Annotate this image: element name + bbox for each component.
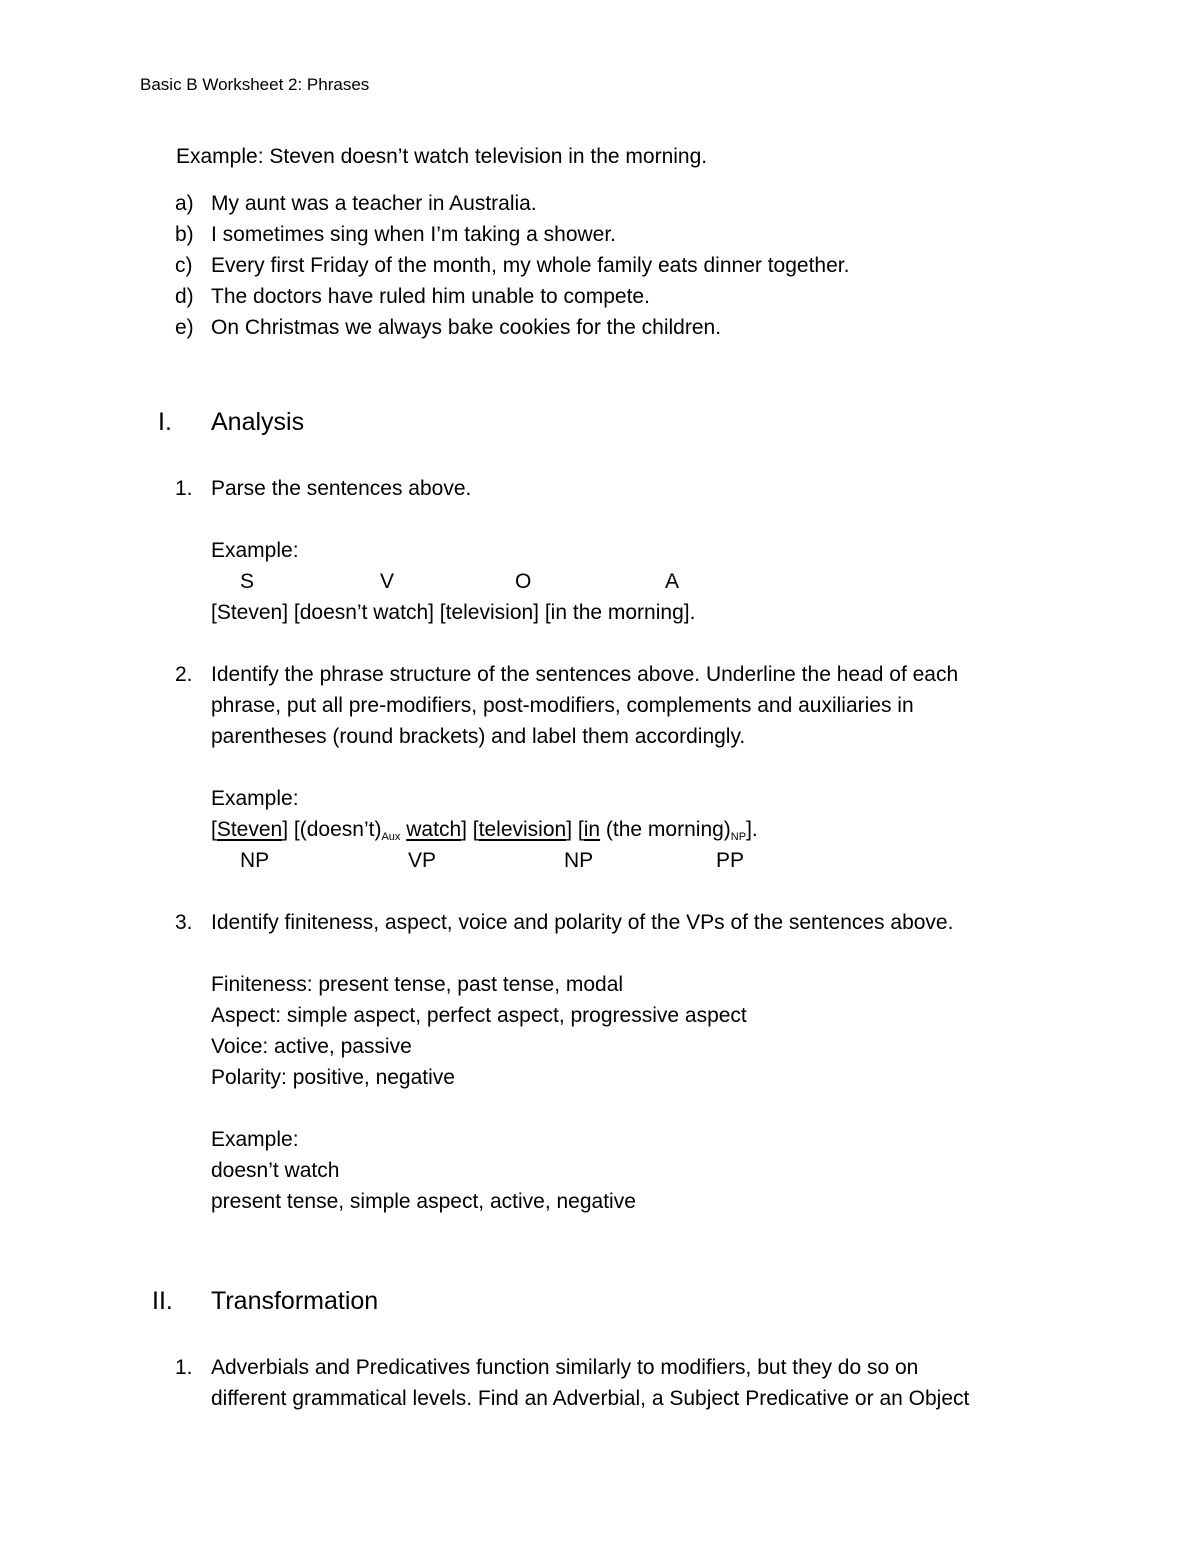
task-number: 1. [175,477,193,500]
task-number: 1. [175,1356,193,1379]
head-television: television [478,818,567,841]
bracket-text: ] [ [461,818,479,841]
sentence-label: a) [175,192,194,215]
category-line: Voice: active, passive [211,1035,412,1058]
example-verb: doesn’t watch [211,1159,340,1182]
head-watch: watch [406,818,462,841]
example-analysis: present tense, simple aspect, active, negative [211,1190,636,1213]
task-text-line: phrase, put all pre-modifiers, post-modifiers, complements and auxiliaries in [211,694,914,717]
function-label-verb: V [380,570,395,593]
task-text: Identify finiteness, aspect, voice and polarity of the VPs of the sentences above. [211,911,954,934]
section-numeral: II. [152,1287,173,1315]
sentence-text: Every first Friday of the month, my whole family eats dinner together. [211,254,850,277]
intro-example: Example: Steven doesn’t watch television in the morning. [176,145,708,168]
function-label-adverbial: A [665,570,680,593]
section-numeral: I. [158,408,172,436]
sentence-text: On Christmas we always bake cookies for the children. [211,316,722,339]
sentence-label: b) [175,223,194,246]
example-label: Example: [211,539,299,562]
category-line: Finiteness: present tense, past tense, modal [211,973,624,996]
bracket-text: ] [ [566,818,584,841]
sentence-text: The doctors have ruled him unable to compete. [211,285,650,308]
sentence-text: My aunt was a teacher in Australia. [211,192,537,215]
task-text-line: parentheses (round brackets) and label them accordingly. [211,725,746,748]
bracket-text: ]. [746,818,758,841]
np-subscript: NP [730,831,747,843]
bracket-text: (the morning) [600,818,731,841]
phrase-structure-example [211,819,758,843]
page-header: Basic B Worksheet 2: Phrases [140,75,370,94]
task-number: 3. [175,911,193,934]
example-label: Example: [211,1128,299,1151]
function-label-object: O [515,570,532,593]
sentence-label: c) [175,254,193,277]
section-title: Transformation [211,1287,379,1315]
category-line: Polarity: positive, negative [211,1066,455,1089]
phrase-label: PP [716,849,745,872]
task-text-line: Adverbials and Predicatives function similarly to modifiers, but they do so on [211,1356,919,1379]
phrase-label: VP [408,849,437,872]
sentence-label: e) [175,316,194,339]
task-number: 2. [175,663,193,686]
bracket-text: ] [(doesn’t) [282,818,382,841]
head-in: in [583,818,601,841]
category-line: Aspect: simple aspect, perfect aspect, progressive aspect [211,1004,747,1027]
function-label-subject: S [240,570,255,593]
bracket-text: [ [211,818,217,841]
section-title: Analysis [211,408,305,436]
aux-subscript: Aux [381,831,401,843]
example-label: Example: [211,787,299,810]
sentence-label: d) [175,285,194,308]
head-steven: Steven [216,818,283,841]
phrase-label: NP [564,849,594,872]
parsed-example: [Steven] [doesn’t watch] [television] [in the morning]. [211,601,696,624]
phrase-label: NP [240,849,270,872]
task-text-line: different grammatical levels. Find an Adverbial, a Subject Predicative or an Object [211,1387,970,1410]
task-text: Parse the sentences above. [211,477,472,500]
sentence-text: I sometimes sing when I’m taking a shower. [211,223,617,246]
task-text-line: Identify the phrase structure of the sentences above. Underline the head of each [211,663,959,686]
